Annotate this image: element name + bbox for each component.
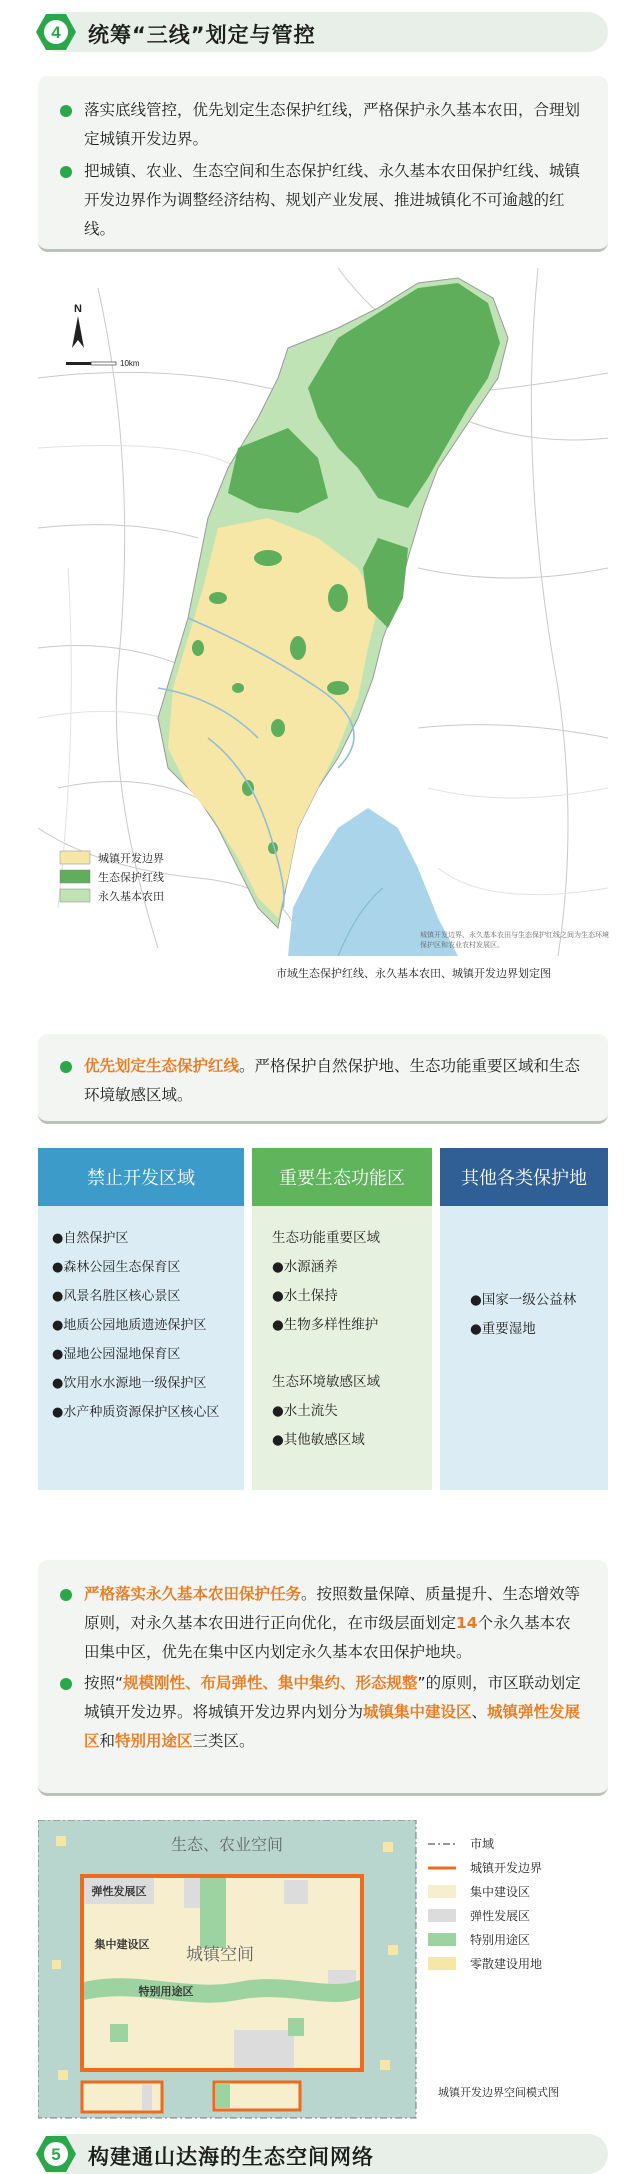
list-item: ●国家一级公益林 [470,1292,577,1308]
col-body-prohibited [38,1206,244,1427]
section-4-header [38,12,608,52]
list-item: ●森林公园生态保育区 [52,1260,181,1275]
bullet-dot [60,105,72,117]
section-5-header [38,2134,608,2174]
special-zone-3 [288,2018,304,2036]
zone-special-label: 特别用途区 [138,1986,194,1998]
col-head-prohibited: 禁止开发区域 [38,1148,244,1206]
eco-redline-bullet: 优先划定生态保护红线。严格保护自然保护地、生态功能重要区域和生态环境敏感区域。 [58,1052,586,1110]
legend-elastic-swatch [428,1909,456,1922]
section-5-number: 5 [51,2145,61,2164]
section-4-number: 4 [51,23,61,42]
legend-central-swatch [428,1885,456,1898]
list-item: ●其他敏感区域 [272,1432,365,1448]
intro-bullet-1: 落实底线管控，优先划定生态保护红线，严格保护永久基本农田，合理划定城镇开发边界。 [58,96,586,154]
list-item: ●地质公园地质遗迹保护区 [52,1318,207,1333]
map-caption: 市域生态保护红线、永久基本农田、城镇开发边界划定图 [276,967,551,980]
list-item: ●风景名胜区核心景区 [52,1289,181,1304]
section-4-title: 统筹“三线”划定与管控 [88,23,316,47]
group-title: 生态环境敏感区域 [272,1374,380,1390]
table-col-ecofunction [252,1148,432,1490]
legend-boundary-label: 城镇开发边界 [470,1861,543,1875]
group-title: 生态功能重要区域 [272,1230,380,1246]
legend-swatch-eco [60,870,90,883]
legend-label-eco: 生态保护红线 [98,872,164,884]
eco-redline-card [38,1034,608,1124]
legend-label-farmland: 永久基本农田 [98,891,164,903]
list-item: ●水土流失 [272,1403,338,1419]
legend-elastic-label: 弹性发展区 [470,1909,531,1923]
table-col-other [440,1148,608,1490]
elastic-zone-3 [284,1880,308,1904]
north-label: N [74,303,82,315]
legend-scattered-label: 零散建设用地 [470,1957,543,1971]
legend-label-urban: 城镇开发边界 [98,853,164,865]
bullet-dot [60,1061,72,1073]
list-item: ●重要湿地 [470,1321,536,1337]
diagram-legend [428,1836,542,1971]
city-label: 城镇空间 [186,1945,254,1964]
map-note: 城镇开发边界、永久基本农田与生态保护红线之间为生态环境保护区和农业农村发展区。 [420,931,609,949]
elastic-zone-2 [184,1878,200,1908]
scale-label: 10km [120,359,140,368]
bullet-dot [60,1589,72,1601]
legend-central-label: 集中建设区 [470,1885,531,1899]
boundary-bullet: 按照“规模刚性、布局弹性、集中集约、形态规整”的原则，市区联动划定城镇开发边界。将城镇开发边界内划分为城镇集中建设区、城镇弹性发展区和特别用途区三类区。 [58,1669,586,1756]
legend-city-domain-label: 市域 [470,1837,495,1851]
list-item: ●湿地公园湿地保育区 [52,1347,181,1362]
col-head-other: 其他各类保护地 [440,1148,608,1206]
list-item: ●自然保护区 [52,1231,129,1246]
section-number-badge [36,12,76,52]
elastic-zone-5 [234,2030,294,2068]
legend-special-label: 特别用途区 [470,1933,531,1947]
bullet-dot [60,166,72,178]
col-head-ecofunction: 重要生态功能区 [252,1148,432,1206]
col-body-ecofunction [252,1206,432,1455]
farmland-bullet: 严格落实永久基本农田保护任务。按照数量保障、质量提升、生态增效等原则，对永久基本农田进行正向优化，在市级层面划定14个永久基本农田集中区，优先在集中区内划定永久基本农田保护地块。 [58,1580,586,1667]
diagram-caption: 城镇开发边界空间模式图 [438,2087,559,2099]
three-lines-map [38,268,608,956]
intro-bullet-2: 把城镇、农业、生态空间和生态保护红线、永久基本农田保护红线、城镇开发边界作为调整经济结构、规划产业发展、推进城镇化不可逾越的红线。 [58,157,586,244]
list-item: ●饮用水水源地一级保护区 [52,1376,207,1391]
special-zone-1 [200,1878,226,1948]
legend-scattered-swatch [428,1957,456,1970]
intro-card [38,76,608,252]
boundary-pattern-diagram [38,1820,608,2120]
zone-elastic-label: 弹性发展区 [91,1886,147,1898]
list-item: ●水土保持 [272,1288,338,1304]
map-legend [60,851,164,903]
list-item: ●生物多样性维护 [272,1317,379,1333]
table-col-prohibited [38,1148,244,1490]
zone-central-label: 集中建设区 [94,1939,150,1951]
section-number-badge [36,2134,76,2174]
outer-label: 生态、农业空间 [170,1837,284,1854]
legend-swatch-urban [60,851,90,864]
list-item: ●水源涵养 [272,1259,338,1275]
legend-special-swatch [428,1933,456,1946]
section-5-title: 构建通山达海的生态空间网络 [88,2145,374,2169]
list-item: ●水产种质资源保护区核心区 [52,1405,220,1420]
special-zone-2 [110,2024,128,2042]
bullet-dot [60,1678,72,1690]
col-body-other [440,1206,608,1344]
farmland-card [38,1560,608,1796]
legend-swatch-farmland [60,889,90,902]
